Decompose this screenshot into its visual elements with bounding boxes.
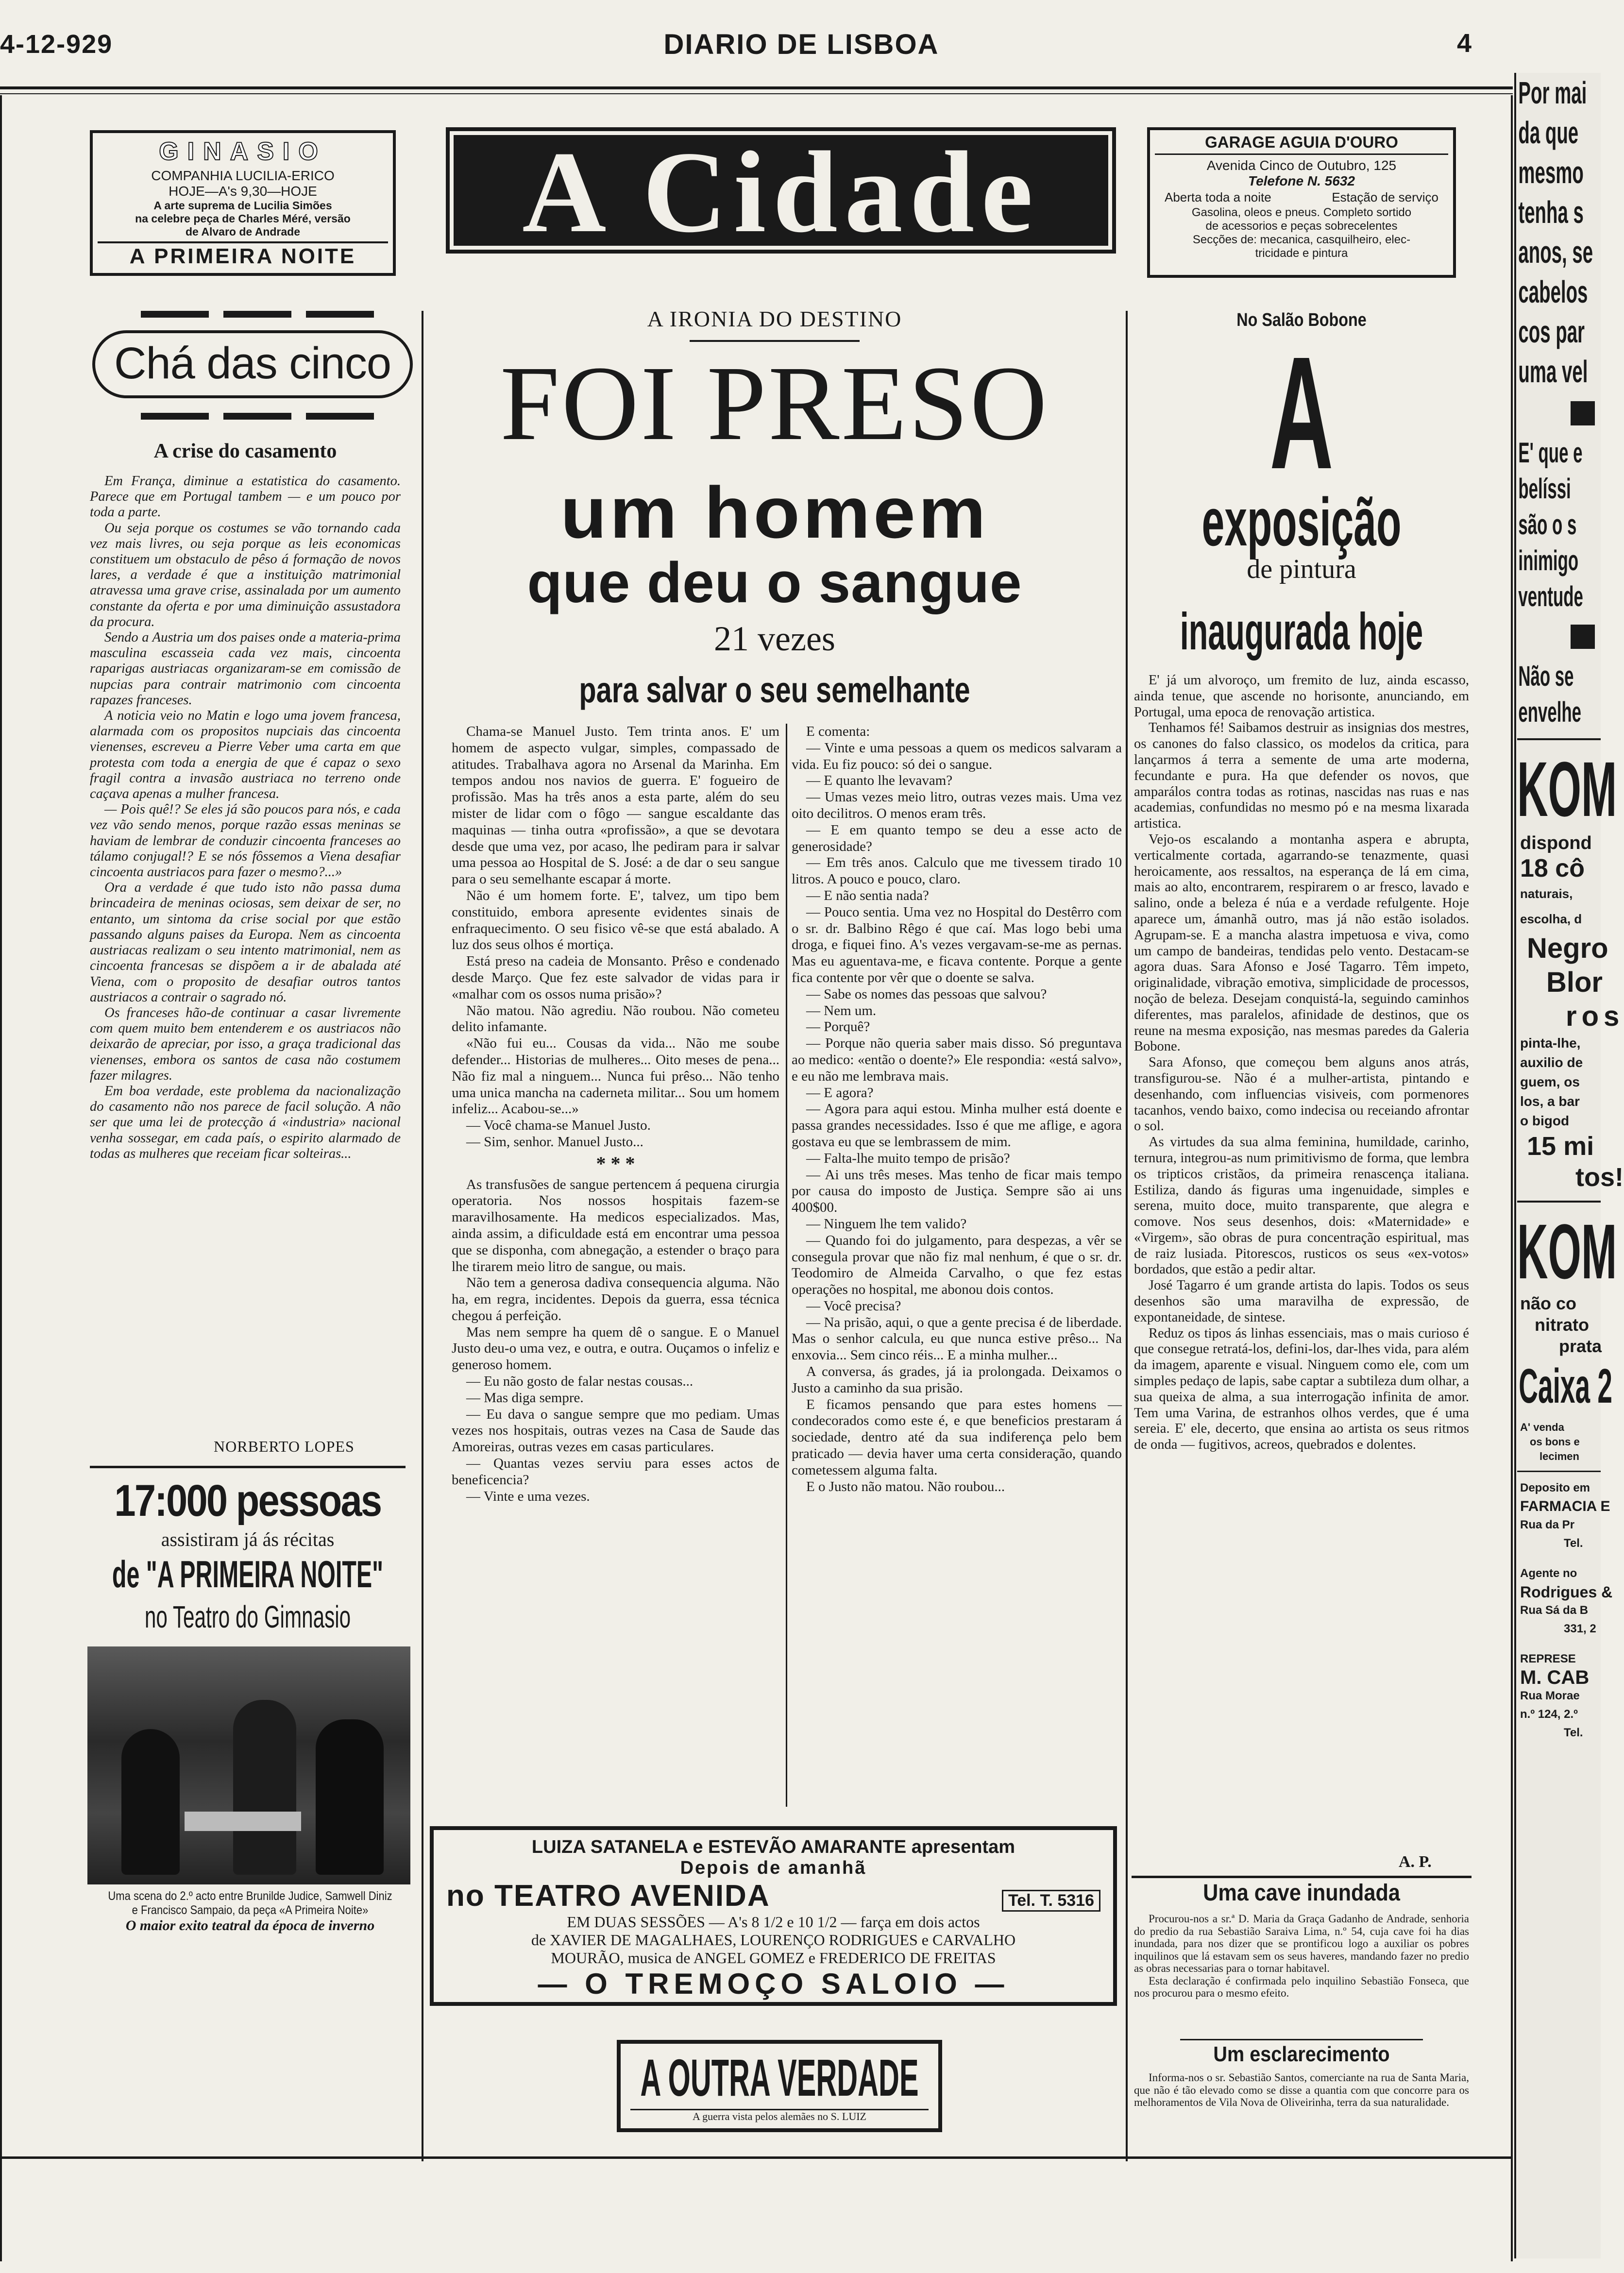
cha-banner <box>92 330 413 398</box>
strip-n2: envelhe <box>1518 696 1581 728</box>
strip-v2: Rodrigues & <box>1520 1583 1613 1601</box>
garage-ad <box>1147 127 1456 278</box>
main-headline-2: um homem <box>560 472 989 553</box>
primeira-venue: no Teatro do Gimnasio <box>144 1599 351 1634</box>
strip-block-12 <box>1517 1650 1601 1742</box>
strip-block-4 <box>1517 831 1601 932</box>
strip-p3: ros <box>1566 1001 1624 1032</box>
main-c1-asterisks: * * * <box>596 1152 635 1174</box>
ginasio-ad <box>90 130 396 276</box>
main-c1-p16: — Vinte e uma vezes. <box>466 1488 590 1504</box>
cha-p3: Sendo a Austria um dos paises onde a materia-prima masculina escasseia cada vez mais, cincoenta raparigas austriacas organizaram-se em comissão de nupcias para contrair matrimonio com cincoenta rapazes franceses. <box>90 630 401 708</box>
main-c2-p15: — Falta-lhe muito tempo de prisão? <box>806 1150 1010 1166</box>
strip-w3: Rua Morae <box>1520 1689 1580 1702</box>
garage-line3: Secções de: mecanica, casquilheiro, elec- <box>1192 233 1411 246</box>
main-c1-p2: Não é um homem forte. E', talvez, um tipo bem constituido, embora apresente evidentes sinais de enfraquecimento. O seu fisico vê-se que está abalado. A luz dos seus olhos é mortiça. <box>452 887 779 953</box>
main-headline-1: FOI PRESO <box>500 344 1049 462</box>
expo-p2: Tenhamos fé! Saibamos destruir as insignias dos mestres, os canones do falso classico, os modelos da critica, para lançarmos á terra a semente de uma arte moderna, fecundante e pura. Ha que defender os novos, que amparálos contra todas as rotinas, nascidas nas ruas e nas academias, confundidas no mesmo pó e na mesma lixarada artistica. <box>1134 720 1469 831</box>
strip-s1: não co <box>1520 1293 1577 1313</box>
strip-u2: FARMACIA E <box>1520 1498 1610 1514</box>
masthead-rule <box>0 86 1513 89</box>
theatre-scene-photo <box>87 1646 410 1884</box>
main-c2-p3: — E quanto lhe levavam? <box>806 773 953 789</box>
strip-divider <box>1514 73 1516 2258</box>
main-c1-p13: — Mas diga sempre. <box>466 1390 584 1406</box>
strip-n1: Não se <box>1518 661 1574 692</box>
cha-p4: A noticia veio no Matin e logo uma jovem francesa, alarmada com os propositos nupciais das cincoenta vienenses, escreveu a Pierre Veber uma carta em que protesta com toda a energia de que é capaz o sexo fragil contra a invasão austriaca no terreno onde caçava apenas a mulher francesa. <box>90 708 401 802</box>
garage-hours-left: Aberta toda a noite <box>1165 190 1271 204</box>
strip-p2: Blor <box>1546 967 1603 998</box>
cave-body <box>1134 1913 1469 2000</box>
expo-p3: Vejo-os escalando a montanha aspera e abrupta, verticalmente cortada, agarrando-se tenazmente, quasi heroicamente, aos ressaltos, na esperança de lá em cima, mais ao alto, encontrarem, respirarem o ar fresco, lavado e salino, onde a beleza é núa e a verdade refulgente. Hoje aparece um, ámanhã outro, mas já não estão isolados. Agrupam-se. E a mancha alastra impetuosa e viva, como um campo de bandeiras, tendidas pelo vento. Destacam-se agora duas. Sara Afonso e José Tagarro. Têm impeto, originalidade, vibração emotiva, simplicidade de processos, noção de beleza. Desejam conquistá-la, seguindo caminhos diferentes, mas paralelos, afinidade de destinos, que os reune na mesma exposição, nas mesmas paredes da Galeria Bobone. <box>1134 831 1469 1054</box>
strip-t1: A' venda <box>1520 1421 1564 1433</box>
expo-big-letter: A <box>1269 323 1334 502</box>
strip-caixa: Caixa 2 <box>1519 1359 1612 1413</box>
main-c2-p13: — E agora? <box>806 1085 874 1101</box>
main-c2-p12: — Porque não queria saber mais disso. Só preguntava ao medico: «então o doente?» Ele respondia: «está salvo», e eu não me lembrava mais. <box>792 1035 1122 1084</box>
teatro-line4: EM DUAS SESSÕES — A's 8 1/2 e 10 1/2 — farça em dois actos <box>567 1913 980 1931</box>
main-c2-p16: — Ai uns três meses. Mas tenho de ficar mais tempo por causa do imposto de Justiça. Sempre são ai uns 400$00. <box>792 1167 1122 1216</box>
teatro-line5: de XAVIER DE MAGALHAES, LOURENÇO RODRIGUES e CARVALHO <box>531 1931 1016 1949</box>
expo-p1: E' já um alvoroço, um fremito de luz, ainda escasso, ainda tenue, que ascende no horisonte, anunciando, em Portugal, uma epoca de renovação artistica. <box>1134 673 1469 720</box>
expo-p7: Reduz os tipos ás linhas essenciais, mas o mais curioso é que consegue retratá-los, defini-los, dar-lhes vida, para além da imagem, aparente e visual. Ninguem como ele, com um simples pedaço de lapis, sabe captar a subtileza dum olhar, a sua queixa de alma, a sua interrogação infinita de amor. Tem uma Varina, de estranhos olhos verdes, que é uma sereia. E' ele, decerto, que ensina ao artista os seus ritmos de onda — fugitivos, acreos, quebrados e dolentes. <box>1134 1325 1469 1453</box>
strip-u3: Rua da Pr <box>1520 1518 1575 1531</box>
esclarecimento-headline: Um esclarecimento <box>1213 2042 1390 2066</box>
cave-p2: Esta declaração é confirmada pelo inquilino Sebastião Fonseca, que nos procurou para o mesmo efeito. <box>1134 1974 1469 1999</box>
column-rule-1 <box>422 311 423 2161</box>
garage-phone: Telefone N. 5632 <box>1248 173 1355 188</box>
main-c2-p9: — Sabe os nomes das pessoas que salvou? <box>806 986 1047 1002</box>
strip-v3: Rua Sá da B <box>1520 1604 1589 1617</box>
esclarecimento-body <box>1134 2071 1469 2109</box>
main-c1-p12: — Eu não gosto de falar nestas cousas... <box>466 1374 694 1390</box>
garage-address: Avenida Cinco de Outubro, 125 <box>1206 158 1397 173</box>
cha-banner-text: Chá das cinco <box>114 339 391 388</box>
strip-o4: escolha, d <box>1520 912 1582 926</box>
strip-q2: auxilio de <box>1520 1055 1583 1070</box>
esclarecimento-p1: Informa-nos o sr. Sebastião Santos, comerciante na rua de Santa Maria, que não é tão elevado como se disse a quantia com que concorre para os melhoramentos de Vila Nova de Oliveirinha, terra da sua naturalidade. <box>1134 2071 1469 2108</box>
strip-p1: Negro <box>1527 933 1608 964</box>
main-c2-p5: — E em quanto tempo se deu a esse acto de generosidade? <box>792 822 1122 854</box>
main-c1-p4: Não matou. Não agrediu. Não roubou. Não cometeu delito infamante. <box>452 1002 779 1035</box>
strip-block-7 <box>1517 1131 1624 1193</box>
section-title-box <box>446 127 1116 254</box>
strip-v1: Agente no <box>1520 1567 1577 1580</box>
column-rule-2 <box>1126 311 1128 2161</box>
strip-w5: Tel. <box>1564 1726 1583 1739</box>
strip-q5: o bigod <box>1520 1113 1570 1128</box>
cha-headline: A crise do casamento <box>153 440 337 462</box>
expo-sub: de pintura <box>1247 554 1356 584</box>
expo-kicker: No Salão Bobone <box>1236 310 1367 330</box>
cha-p1: Em França, diminue a estatistica do casamento. Parece que em Portugal tambem — e um pouco por toda a parte. <box>90 474 401 520</box>
main-c1-p1: Chama-se Manuel Justo. Tem trinta anos. E' um homem de aspecto vulgar, simples, compassado de atitudes. Trabalhava agora no Arsenal da Marinha. Em tempos andou nos navios de guerra. E' fogueiro de profissão. Mas ha três anos a esta parte, além do seu mister de lidar com o fôgo — sangue escaldante das maquinas — tinha outra «profissão», a que se devotara desde que uma vez, por acaso, lhe pediram para ir salvar uma pessoa ao Hospital de S. José: a de dar o seu sangue para o seu semelhante escapar á morte. <box>452 724 779 887</box>
cha-p2: Ou seja porque os costumes se vão tornando cada vez mais livres, ou seja porque as leis economicas constituem um obstaculo de pêso á formação de novos lares, a verdade é que a instituição matrimonial atravessa uma grave crise, assinalada por um aumento constante da oferta e por uma diminuição assustadora da procura. <box>90 520 401 629</box>
teatro-line3: no TEATRO AVENIDA <box>446 1879 770 1913</box>
expo-divider <box>1132 1876 1472 1878</box>
photo-table <box>185 1812 301 1831</box>
ginasio-line4: na celebre peça de Charles Méré, versão <box>135 212 351 225</box>
teatro-line6: MOURÃO, musica de ANGEL GOMEZ e FREDERICO DE FREITAS <box>551 1949 996 1967</box>
cha-p7: Os franceses hão-de continuar a casar livremente com quem muito bem entenderem e os austriacos não deixarão de apreciar, por isso, a graça tradicional das vienenses, embora os santos de casa não costumem fazer milagres. <box>90 1005 401 1083</box>
main-c1-p7: — Sim, senhor. Manuel Justo... <box>466 1134 643 1150</box>
main-c2-p4: — Umas vezes meio litro, outras vezes mais. Uma vez oito decilitros. O menos eram três. <box>792 789 1122 821</box>
expo-p5: As virtudes da sua alma feminina, humildade, carinho, ternura, integrou-as num primitivismo de forma, que lembra os tripticos cristãos, da primeira renascença italiana. Estiliza, dando ás figuras uma ingenuidade, simples e serena, muito doce, muito transparente, que alegra e comove. Nos seus desenhos, dois: «Maternidade» e «Virgem», são obras de pura concentração espiritual, mas de raiz lusiada. Pitorescos, rusticos os seus «ex-votos» bordados, que estão a pedir altar. <box>1134 1135 1469 1277</box>
garage-title: GARAGE AGUIA D'OURO <box>1155 133 1448 155</box>
cha-banner-wrap <box>97 311 408 437</box>
cha-p8: Em boa verdade, este problema da nacionalização do casamento não nos parece de facil solução. A não ser que uma lei de protecção á «industria» nacional venha sossegar, em cada país, o espirito alarmado de todas as mulheres que receiam ficar solteiras... <box>90 1083 401 1161</box>
photo-caption-2: e Francisco Sampaio, da peça «A Primeira Noite» <box>132 1903 369 1917</box>
primeira-count: 17:000 pessoas <box>114 1476 381 1526</box>
strip-square-2 <box>1571 625 1595 649</box>
cha-banner-rule-bottom <box>141 413 374 420</box>
main-headline-4: 21 vezes <box>714 619 835 658</box>
ginasio-line3: A arte suprema de Lucilia Simões <box>153 199 332 212</box>
outra-verdade-ad <box>617 2040 942 2132</box>
strip-l2: da que <box>1518 115 1579 150</box>
teatro-avenida-ad <box>430 1826 1117 2006</box>
strip-l7: cos par <box>1518 314 1585 349</box>
photo-caption <box>83 1889 418 1934</box>
main-col-rule <box>786 724 787 1807</box>
expo-p4: Sara Afonso, que começou bem alguns anos atrás, transfigurou-se. Não é a mulher-artista, pintando e desenhando, com influencias visiveis, com pormenores tacanhos, vendo baixo, como indecisa ou receiando afrontar o sol. <box>1134 1055 1469 1134</box>
main-headline-3: que deu o sangue <box>527 551 1022 615</box>
strip-block-5 <box>1517 932 1624 1034</box>
main-c2-p14: — Agora para aqui estou. Minha mulher está doente e passa grandes necessidades. Isso é que me aflige, e agora gostava eu que se lembrassem de mim. <box>792 1101 1122 1150</box>
primeira-noite-block <box>85 1476 410 1636</box>
strip-block-3 <box>1517 659 1581 730</box>
expo-body <box>1134 673 1469 1453</box>
strip-kom-1: KOM <box>1517 746 1617 832</box>
main-c2-p8: — Pouco sentia. Uma vez no Hospital do Destêrro com o sr. dr. Balbino Rêgo é que caí. Mas logo bebi uma droga, e fiquei fino. A's vezes vergavam-se-me as pernas. Mas eu aguentava-me, e ficava contente. Porque a gente fica contente por vêr que o doente se salva. <box>792 904 1122 985</box>
strip-l5: anos, se <box>1518 235 1593 270</box>
strip-t3: lecimen <box>1539 1450 1579 1462</box>
expo-signature: A. P. <box>1399 1853 1432 1871</box>
main-kicker-ornament <box>690 340 860 342</box>
main-c1-p14: — Eu dava o sangue sempre que mo pediam. Umas vezes nos hospitais, outras vezes na Casa de Saude das Amoreiras, outras vezes em casas particulares. <box>452 1406 779 1455</box>
main-headline-5: para salvar o seu semelhante <box>579 670 970 710</box>
strip-w2: M. CAB <box>1520 1667 1590 1688</box>
strip-s3: prata <box>1559 1336 1602 1356</box>
main-c2-p19: — Você precisa? <box>806 1298 901 1314</box>
newspaper-name: DIARIO DE LISBOA <box>663 29 939 60</box>
strip-q4: los, a bar <box>1520 1094 1580 1109</box>
cave-divider <box>1180 2039 1423 2040</box>
main-c2-p10: — Nem um. <box>806 1002 877 1018</box>
main-c1-p9: As transfusões de sangue pertencem á pequena cirurgia operatoria. Nos nossos hospitais fazem-se maravilhosamente. Ha medicos especializados. Mas, ainda assim, a dificuldade está em encontrar uma pessoa que se disponha, com abnegação, a estender o braço para lhe tirarem meio litro de sangue, ou mais. <box>452 1176 779 1274</box>
strip-w1: REPRESE <box>1520 1652 1576 1665</box>
page-number: 4 <box>1457 29 1472 58</box>
adjacent-page-strip <box>1517 73 1624 2258</box>
main-c1-p10: Não tem a generosa dadiva consequencia alguma. Não ha, em regra, incidentes. Depois da guerra, essa técnica chegou á perfeição. <box>452 1275 779 1323</box>
cave-headline: Uma cave inundada <box>1203 1880 1400 1906</box>
strip-w4: n.º 124, 2.º <box>1520 1708 1578 1721</box>
issue-date: 4-12-929 <box>0 30 113 59</box>
main-c2-p1: E comenta: <box>806 724 870 739</box>
outra-sub: A guerra vista pelos alemães no S. LUIZ <box>630 2109 929 2123</box>
main-col-2 <box>792 724 1122 1495</box>
garage-hours-right: Estação de serviço <box>1332 190 1438 204</box>
main-c2-p11: — Porquê? <box>806 1019 870 1035</box>
strip-block-1 <box>1517 73 1593 391</box>
strip-kom-2: KOM <box>1517 1208 1617 1295</box>
strip-m5: ventude <box>1518 581 1583 612</box>
main-c2-p21: A conversa, ás grades, já ia prolongada. Deixamos o Justo a caminho da sua prisão. <box>792 1364 1122 1396</box>
strip-l8: uma vel <box>1518 354 1588 389</box>
section-title: A Cidade <box>522 127 1040 256</box>
garage-line4: tricidade e pintura <box>1255 247 1348 260</box>
primeira-sub: assistiram já ás récitas <box>161 1528 335 1550</box>
main-c2-p23: E o Justo não matou. Não roubou... <box>806 1478 1005 1494</box>
ginasio-company: COMPANHIA LUCILIA-ERICO <box>151 168 335 183</box>
garage-line2: de acessorios e peças sobrecelentes <box>1205 220 1398 233</box>
ginasio-title: GINASIO <box>159 137 327 166</box>
strip-u4: Tel. <box>1564 1537 1583 1550</box>
outra-title: A OUTRA VERDADE <box>640 2048 919 2107</box>
expo-p6: José Tagarro é um grande artista do lapis. Todos os seus desenhos são uma maravilha de expressão, de expontaneidade, de sintese. <box>1134 1278 1469 1325</box>
cha-divider <box>90 1466 406 1468</box>
strip-block-2 <box>1517 435 1583 615</box>
strip-square-1 <box>1571 401 1595 425</box>
primeira-title: de "A PRIMEIRA NOITE" <box>112 1553 384 1595</box>
garage-line1: Gasolina, oleos e pneus. Completo sortido <box>1191 206 1412 219</box>
main-c1-p15: — Quantas vezes serviu para esses actos de beneficencia? <box>452 1456 779 1488</box>
main-c2-p22: E ficamos pensando que para estes homens — condecorados como este é, e que beneficios prestaram á sociedade, dentro até da sua indiferença pelo bem praticado — devia haver uma certa consideração, quando cometessem alguma falta. <box>792 1396 1122 1478</box>
main-c1-p11: Mas nem sempre ha quem dê o sangue. E o Manuel Justo deu-o uma vez, e outra, e outra. Ouçamos o infeliz e generoso homem. <box>452 1324 779 1373</box>
main-c1-p3: Está preso na cadeia de Monsanto. Prêso e condenado desde Março. Que fez este salvador de vidas para ir «malhar com os ossos numa prisão»? <box>452 953 779 1002</box>
strip-l1: Por mai <box>1518 75 1587 110</box>
strip-v4: 331, 2 <box>1564 1622 1596 1635</box>
cave-p1: Procurou-nos a sr.ª D. Maria da Graça Gadanho de Andrade, senhoria do predio da rua Sebastião Saraiva Lima, n.º 54, cuja cave foi ha dias inundada, para nos dizer que se prontificou logo a auxiliar os pobres inquilinos que lá estavam sem os seus haveres, mandando fazer no predio as obras necessarias para o tornar habitavel. <box>1134 1913 1469 1974</box>
strip-m3: são o s <box>1518 509 1577 541</box>
main-c2-p17: — Ninguem lhe tem valido? <box>806 1216 967 1232</box>
photo-figure-3 <box>316 1719 384 1875</box>
strip-s2: nitrato <box>1535 1315 1589 1335</box>
cha-body <box>90 474 401 1162</box>
expo-title2: inaugurada hoje <box>1180 602 1423 661</box>
teatro-show: — O TREMOÇO SALOIO — <box>538 1968 1009 2000</box>
strip-l6: cabelos <box>1518 274 1588 309</box>
bottom-rule <box>0 2156 1513 2159</box>
main-c2-p20: — Na prisão, aqui, o que a gente precisa é de liberdade. Mas o senhor calcula, eu que nunca estive prêso... Na enxovia... Sem cinco réis... E a minha mulher... <box>792 1314 1122 1363</box>
strip-o2: 18 cô <box>1520 854 1585 882</box>
strip-u1: Deposito em <box>1520 1481 1590 1494</box>
strip-o1: dispond <box>1520 833 1592 853</box>
strip-block-8 <box>1517 1293 1601 1357</box>
teatro-line2: Depois de amanhã <box>680 1858 867 1878</box>
main-c2-p2: — Vinte e uma pessoas a quem os medicos salvaram a vida. Eu fiz pouco: só dei o sangue. <box>792 740 1122 772</box>
ginasio-show: A PRIMEIRA NOITE <box>129 244 356 268</box>
strip-t2: os bons e <box>1530 1436 1580 1448</box>
strip-q3: guem, os <box>1520 1074 1580 1089</box>
strip-block-9 <box>1517 1420 1601 1464</box>
teatro-tel: Tel. T. 5316 <box>1002 1890 1100 1912</box>
main-c2-p18: — Quando foi do julgamento, para despezas, a vêr se consegula provar que não fiz mal nenhum, é que o sr. dr. Teodomiro de Almeida Carvalho, o que fez estas operações no hospital, me abonou dois contos. <box>792 1232 1122 1298</box>
photo-caption-3: O maior exito teatral da época de inverno <box>125 1917 375 1934</box>
strip-m1: E' que e <box>1518 437 1583 469</box>
strip-block-6 <box>1517 1034 1601 1131</box>
strip-block-11 <box>1517 1564 1613 1638</box>
cha-p6: Ora a verdade é que tudo isto não passa duma brincadeira de meninas ociosas, sem deixar de ser, no entanto, um sintoma da crise social por que estão passando alguns paises da Europa. Nem as cincoenta austriacas realizam o seu intento matrimonial, nem as cincoenta francesas se dispõem a ir de abalada até Viena, com o proposito de desafiar outros tantos austriacos a contrair o sagrado nó. <box>90 880 401 1005</box>
strip-r1: 15 mi <box>1527 1132 1594 1161</box>
main-c2-p7: — E não sentia nada? <box>806 887 929 903</box>
strip-l3: mesmo <box>1518 155 1584 190</box>
main-c2-p6: — Em três anos. Calculo que me tivessem tirado 10 litros. A pouco e pouco, claro. <box>792 855 1122 887</box>
masthead-rule-thin <box>0 93 1513 94</box>
strip-block-10 <box>1517 1479 1610 1553</box>
strip-o3: naturais, <box>1520 886 1573 901</box>
main-kicker: A IRONIA DO DESTINO <box>647 306 902 331</box>
cha-p5: — Pois quê!? Se eles já são poucos para nós, e cada vez vão sendo menos, porque razão essas meninas se haviam de lembrar de conduzir cincoenta franceses ao tálamo conjugal!? E se nós fôssemos a Viena desafiar cincoenta austriacos para fazer o mesmo?...» <box>90 802 401 880</box>
main-col-1 <box>452 724 779 1505</box>
ginasio-time: HOJE—A's 9,30—HOJE <box>169 184 317 199</box>
strip-m4: inimigo <box>1518 545 1579 577</box>
photo-figure-1 <box>121 1729 180 1875</box>
strip-q1: pinta-lhe, <box>1520 1035 1581 1051</box>
expo-title: exposição <box>1201 484 1402 560</box>
cha-author: NORBERTO LOPES <box>214 1438 355 1455</box>
main-c1-p5: «Não fui eu... Cousas da vida... Não me soube defender... Historias de mulheres... Oito meses de pena... Não fiz mal a ninguem... Nunca fui prêso... Não tenho uma unica mancha na caderneta militar... Sou um homem infeliz... Acabou-se...» <box>452 1035 779 1117</box>
photo-figure-2 <box>233 1700 296 1875</box>
main-c1-p6: — Você chama-se Manuel Justo. <box>466 1118 651 1134</box>
cha-banner-rule-top <box>141 311 374 318</box>
strip-r2: tos! <box>1575 1163 1624 1192</box>
strip-m2: belíssi <box>1518 473 1571 505</box>
ginasio-line5: de Alvaro de Andrade <box>185 225 301 238</box>
strip-l4: tenha s <box>1518 195 1584 230</box>
photo-caption-1: Uma scena do 2.º acto entre Brunilde Judice, Samwell Diniz <box>108 1889 392 1903</box>
teatro-line1: LUIZA SATANELA e ESTEVÃO AMARANTE apresentam <box>531 1837 1015 1857</box>
